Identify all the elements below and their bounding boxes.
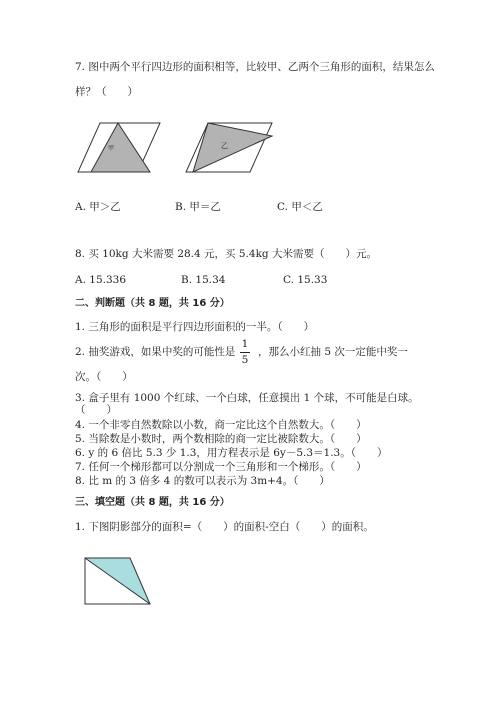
section2-title: 二、判断题（共 8 题，共 16 分） — [75, 298, 230, 309]
judge-item-2-suffix: ，那么小红抽 5 次一定能中奖一 — [258, 346, 408, 358]
q8-option-c: C. 15.33 — [283, 274, 328, 286]
q7-option-a: A. 甲＞乙 — [75, 201, 121, 213]
judge-item-2-fraction-numerator: 1 — [241, 338, 249, 350]
q8-stem: 8. 买 10kg 大米需要 28.4 元，买 5.4kg 大米需要（ ）元。 — [75, 248, 377, 260]
q7-option-c: C. 甲＜乙 — [277, 201, 323, 213]
q7-option-b: B. 甲＝乙 — [175, 201, 221, 213]
fill-item-1: 1. 下图阴影部分的面积=（ ）的面积-空白（ ）的面积。 — [75, 521, 374, 533]
judge-item-1: 1. 三角形的面积是平行四边形面积的一半。（ ） — [75, 321, 315, 333]
judge-item-4: 4. 一个非零自然数除以小数，商一定比这个自然数大。（ ） — [75, 419, 367, 431]
judge-item-3-bracket: （ ） — [75, 404, 117, 416]
judge-item-6: 6. y 的 6 倍比 5.3 少 1.3，用方程表示是 6y－5.3＝1.3。（ ） — [75, 447, 388, 459]
q8-option-b: B. 15.34 — [181, 274, 226, 286]
q7-label-yi: 乙 — [221, 142, 228, 150]
judge-item-2-fraction-denominator: 5 — [241, 354, 249, 366]
q7-stem-line1: 7. 图中两个平行四边形的面积相等，比较甲、乙两个三角形的面积，结果怎么 — [75, 61, 435, 73]
judge-item-7: 7. 任何一个梯形都可以分割成一个三角形和一个梯形。（ ） — [75, 461, 367, 473]
judge-item-2-line2: 次。（ ） — [75, 371, 133, 383]
judge-item-3: 3. 盒子里有 1000 个红球、一个白球，任意摸出 1 个球，不可能是白球。 — [75, 392, 419, 404]
judge-item-2-prefix: 2. 抽奖游戏，如果中奖的可能性是 — [75, 346, 236, 358]
judge-item-5: 5. 当除数是小数时，两个数相除的商一定比被除数大。（ ） — [75, 433, 367, 445]
q7-stem-line2: 样？（ ） — [75, 86, 138, 98]
q7-label-jia: 甲 — [108, 145, 115, 152]
section3-title: 三、填空题（共 8 题，共 16 分） — [75, 497, 230, 508]
q8-option-a: A. 15.336 — [75, 274, 126, 286]
judge-item-8: 8. 比 m 的 3 倍多 4 的数可以表示为 3m+4。（ ） — [75, 475, 330, 487]
